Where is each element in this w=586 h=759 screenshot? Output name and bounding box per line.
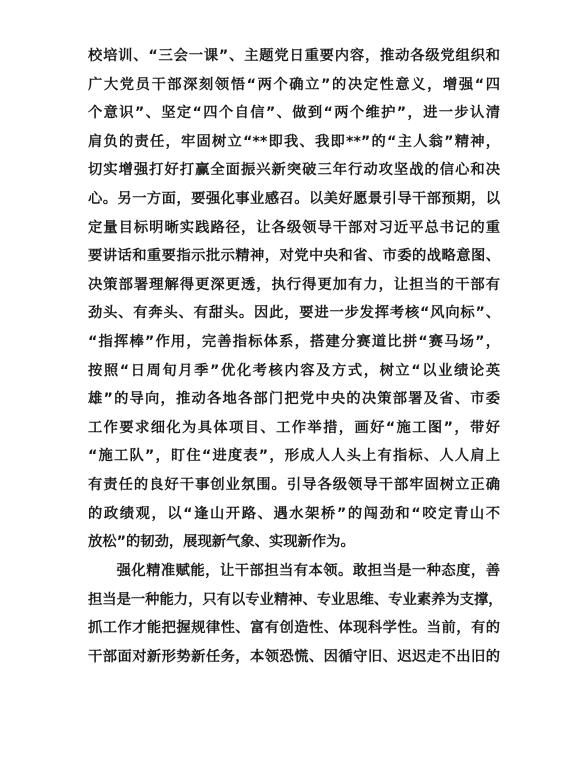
text-line: 强化精准赋能，让干部担当有本领。敢担当是一种态度，善 xyxy=(116,563,500,579)
text-line: 肩负的责任，牢固树立“**即我、我即**”的“主人翁”精神， xyxy=(88,133,500,150)
text-line: 有责任的良好干事创业氛围。引导各级领导干部牢固树立正确 xyxy=(88,476,500,493)
text-line: 放松”的韧劲，展现新气象、实现新作为。 xyxy=(88,534,355,551)
text-line: 担当是一种能力，只有以专业精神、专业思维、专业素养为支撑， xyxy=(88,591,503,608)
text-line: 心。另一方面，要强化事业感召。以美好愿景引导干部预期，以 xyxy=(88,190,500,207)
text-line: 工作要求细化为具体项目、工作举措，画好“施工图”，带好 xyxy=(88,419,500,436)
text-line: 雄”的导向，推动各地各部门把党中央的决策部署及省、市委 xyxy=(88,391,500,408)
text-line: 决策部署理解得更深更透，执行得更加有力，让担当的干部有 xyxy=(88,276,500,293)
paragraph-2 xyxy=(88,557,503,671)
text-line: 要讲话和重要指示批示精神，对党中央和省、市委的战略意图、 xyxy=(88,248,500,265)
text-line: 广大党员干部深刻领悟“两个确立”的决定性意义，增强“四 xyxy=(88,76,500,93)
text-line: 抓工作才能把握规律性、富有创造性、体现科学性。当前，有的 xyxy=(88,620,500,637)
text-line: 按照“日周旬月季”优化考核内容及方式，树立“以业绩论英 xyxy=(88,362,500,379)
paragraph-1 xyxy=(88,42,500,557)
text-line: 劲头、有奔头、有甜头。因此，要进一步发挥考核“风向标”、 xyxy=(88,305,500,322)
text-line: 的政绩观，以“逢山开路、遇水架桥”的闯劲和“咬定青山不 xyxy=(88,505,500,522)
text-line: 干部面对新形势新任务，本领恐慌、因循守旧、迟迟走不出旧的 xyxy=(88,648,500,665)
text-line: 校培训、“三会一课”、主题党日重要内容，推动各级党组织和 xyxy=(88,48,500,64)
text-line: 定量目标明晰实践路径，让各级领导干部对习近平总书记的重 xyxy=(88,219,500,236)
text-line: “施工队”，盯住“进度表”，形成人人头上有指标、人人肩上 xyxy=(88,448,500,465)
text-line: “指挥棒”作用，完善指标体系，搭建分赛道比拼“赛马场”， xyxy=(88,333,500,350)
text-line: 切实增强打好打赢全面振兴新突破三年行动攻坚战的信心和决 xyxy=(88,162,500,179)
text-line: 个意识”、坚定“四个自信”、做到“两个维护”，进一步认清 xyxy=(88,105,500,122)
